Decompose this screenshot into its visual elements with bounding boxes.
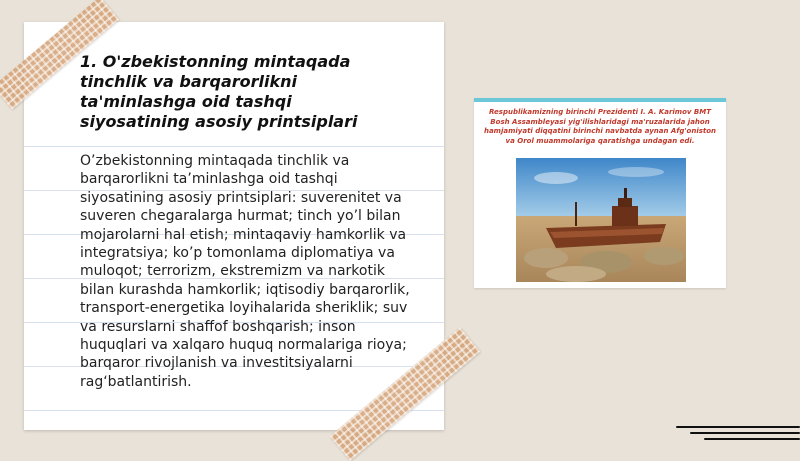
paper-rule: [24, 146, 444, 147]
slide-body-text: O’zbekistonning mintaqada tinchlik va barqarorlikni ta’minlashga oid tashqi siyosatining asosiy printsiplari: suverenitet va suveren chegaralarga hurmat; tinch yo’l bilan mojarolarni hal etish; mintaqaviy hamkorlik va integratsiya; ko’p tomonlama diplomatiya va muloqot; terrorizm, ekstremizm va narkotik bilan kurashda hamkorlik; iqtisodiy barqarorlik, transport-energetika loyihalarida sheriklik; suv va resurslarni shaffof boshqarish; inson huquqlari va xalqaro huquq normalariga rioya; barqaror rivojlanish va investitsiyalarni rag‘batlantirish.: [80, 153, 410, 390]
aral-sea-ship-photo: [516, 158, 686, 282]
image-caption: Respublikamizning birinchi Prezidenti I. A. Karimov BMT Bosh Assambleyasi yig'ilishlaridagi ma'ruzalarida jahon hamjamiyati diqqatini birinchi navbatda aynan Afg'oniston va Orol muammolariga qaratishga undagan edi.: [483, 108, 717, 145]
decorative-lines: [676, 426, 800, 442]
note-paper: [24, 22, 444, 430]
image-card: [474, 98, 726, 288]
slide-title: 1. O'zbekistonning mintaqada tinchlik va barqarorlikni ta'minlashga oid tashqi siyosatining asosiy printsiplari: [80, 52, 358, 131]
